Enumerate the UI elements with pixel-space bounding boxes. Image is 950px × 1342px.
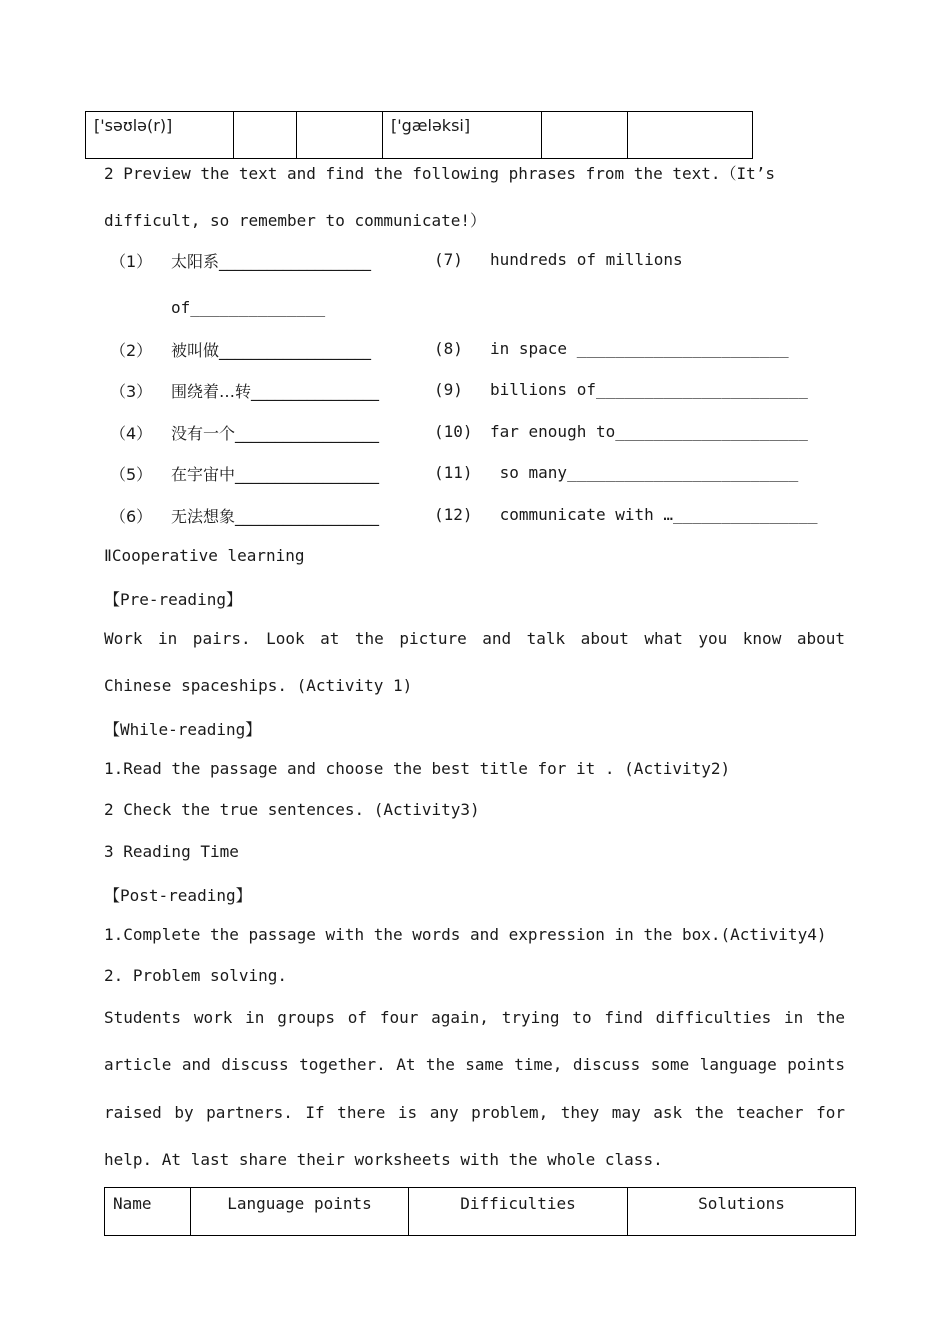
phrase-number: (9) (434, 380, 463, 399)
phrase-item-solar-system: 太阳系___________________ (171, 252, 372, 271)
header-solutions: Solutions (628, 1188, 856, 1236)
phonetic-cell-galaxy: ['gæləksi] (383, 112, 542, 159)
post-reading-item: 1.Complete the passage with the words and expression in the box.(Activity4) (104, 925, 827, 944)
pre-reading-line1: Work in pairs. Look at the picture and talk about what you know about (104, 629, 845, 648)
phrase-number: (10) (434, 422, 473, 441)
phrase-number: (12) (434, 505, 473, 524)
preview-instruction-line1: 2 Preview the text and find the following phrases from the text.（It’s (104, 164, 776, 183)
post-reading-heading: 【Post-reading】 (104, 886, 252, 905)
phonetic-cell-solar: ['səʊlə(r)] (86, 112, 234, 159)
phrase-number: （3） (110, 382, 153, 401)
phonetic-cell-blank (234, 112, 297, 159)
pre-reading-line2: Chinese spaceships. (Activity 1) (104, 676, 413, 695)
phrase-number: （6） (110, 507, 153, 526)
phonetic-cell-blank (542, 112, 628, 159)
phrase-number: （4） (110, 424, 153, 443)
while-reading-heading: 【While-reading】 (104, 720, 262, 739)
phrase-number: （2） (110, 341, 153, 360)
while-reading-item: 3 Reading Time (104, 842, 239, 861)
phrase-item-in-space: in space ______________________ (490, 339, 789, 358)
phrase-item-in-universe: 在宇宙中__________________ (171, 465, 380, 484)
phrase-item-communicate-with: communicate with …_______________ (490, 505, 818, 524)
section-heading: ⅡCooperative learning (104, 546, 305, 565)
paragraph-line: Students work in groups of four again, trying to find difficulties in the (104, 1008, 845, 1027)
pre-reading-heading: 【Pre-reading】 (104, 590, 242, 609)
header-difficulties: Difficulties (409, 1188, 628, 1236)
phonetic-table (85, 111, 753, 159)
paragraph-line: help. At last share their worksheets with the whole class. (104, 1150, 663, 1169)
phrase-number: （5） (110, 465, 153, 484)
phrase-item-be-called: 被叫做___________________ (171, 341, 372, 360)
header-name: Name (105, 1188, 191, 1236)
preview-instruction-line2: difficult, so remember to communicate!） (104, 211, 487, 230)
post-reading-item: 2. Problem solving. (104, 966, 288, 985)
phrase-number: (11) (434, 463, 473, 482)
phrase-number: (8) (434, 339, 463, 358)
phonetic-cell-blank (297, 112, 383, 159)
phrase-item-unimaginable: 无法想象__________________ (171, 507, 380, 526)
phrase-item-7-continuation: of______________ (171, 298, 326, 317)
phrase-item-go-around: 围绕着…转________________ (171, 382, 380, 401)
while-reading-item: 2 Check the true sentences. (Activity3) (104, 800, 480, 819)
paragraph-line: raised by partners. If there is any problem, they may ask the teacher for (104, 1103, 845, 1122)
phrase-item-billions-of: billions of______________________ (490, 380, 808, 399)
phrase-item-so-many: so many________________________ (490, 463, 799, 482)
phonetic-cell-blank (628, 112, 753, 159)
paragraph-line: article and discuss together. At the same time, discuss some language points (104, 1055, 845, 1074)
while-reading-item: 1.Read the passage and choose the best title for it . (Activity2) (104, 759, 731, 778)
phrase-number: （1） (110, 252, 153, 271)
phrase-item-none-of: 没有一个__________________ (171, 424, 380, 443)
language-points-table (104, 1187, 856, 1236)
phrase-number: (7) (434, 250, 463, 269)
phrase-item-far-enough-to: far enough to____________________ (490, 422, 808, 441)
header-language-points: Language points (191, 1188, 409, 1236)
phrase-item-hundreds-of-millions: hundreds of millions (490, 250, 683, 269)
